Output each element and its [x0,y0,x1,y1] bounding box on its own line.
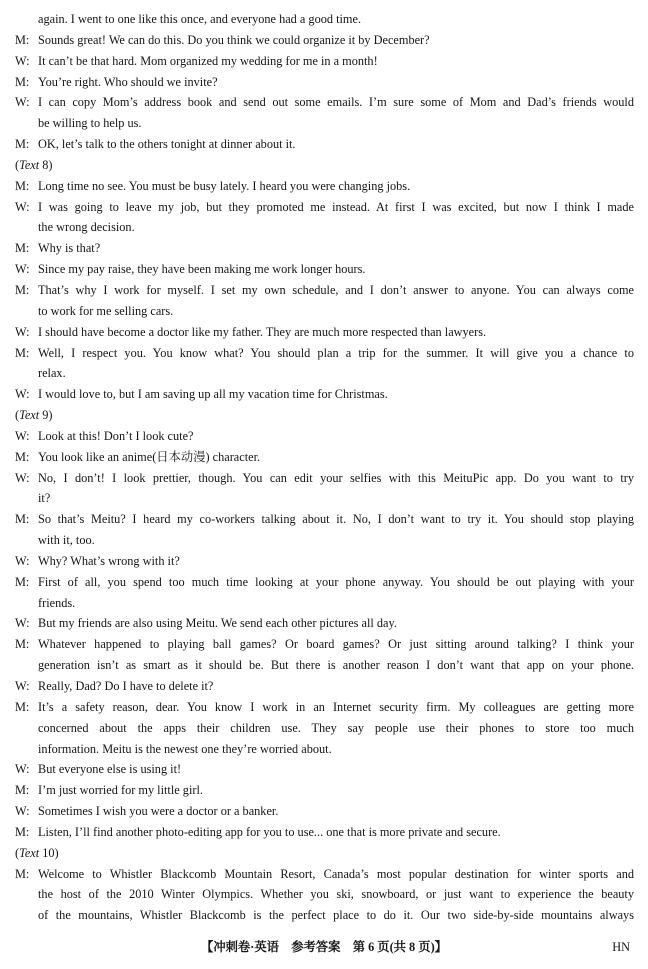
speaker-label: M: [15,866,30,881]
line-text: the wrong decision. [38,220,135,235]
line-text: it? [38,491,51,506]
dialogue-line [0,801,648,822]
dialogue-line [0,343,648,364]
line-text: be willing to help us. [38,116,142,131]
continuation-line [0,905,648,926]
dialogue-line [0,613,648,634]
section-heading [0,405,648,426]
speaker-label: W: [15,262,30,277]
line-text: again. I went to one like this once, and everyone had a good time. [38,12,362,26]
speaker-label: W: [15,95,30,110]
line-text: But my friends are also using Meitu. We send each other pictures all day. [38,616,397,631]
continuation-line [0,655,648,676]
line-text: You’re right. Who should we invite? [38,74,218,89]
line-text: It’s a safety reason, dear. You know I work in an Internet security firm. My colleagues are getting more [38,699,634,714]
dialogue-line [0,176,648,197]
dialogue-line [0,384,648,405]
speaker-label: M: [15,178,30,193]
line-text: information. Meitu is the newest one they’re worried about. [38,741,332,756]
line-text: Whatever happened to playing ball games? Or board games? Or just sitting around talking? I think your [38,637,634,652]
dialogue-line [0,864,648,885]
speaker-label: M: [15,32,30,47]
line-text: Welcome to Whistler Blackcomb Mountain Resort, Canada’s most popular destination for winter sports and [38,866,634,881]
dialogue-line [0,238,648,259]
dialogue-line [0,780,648,801]
speaker-label: M: [15,783,30,798]
dialogue-line [0,822,648,843]
section-heading [0,843,648,864]
dialogue-line [0,634,648,655]
continuation-line [0,593,648,614]
speaker-label: W: [15,199,30,214]
dialogue-line [0,468,648,489]
continuation-line [0,718,648,739]
speaker-label: W: [15,616,30,631]
speaker-label: M: [15,824,30,839]
dialogue-line [0,259,648,280]
page-footer [0,937,648,957]
speaker-label: W: [15,387,30,402]
line-text: But everyone else is using it! [38,762,182,777]
section-title: (Text 9) [15,408,53,423]
speaker-label: W: [15,428,30,443]
speaker-label: W: [15,324,30,339]
speaker-label: M: [15,449,30,464]
dialogue-line [0,676,648,697]
dialogue-line [0,30,648,51]
speaker-label: W: [15,553,30,568]
line-text: Really, Dad? Do I have to delete it? [38,679,214,693]
continuation-line [0,217,648,238]
continuation-line [0,9,648,30]
continuation-line [0,739,648,760]
continuation-line [0,530,648,551]
speaker-label: M: [15,512,30,527]
speaker-label: M: [15,637,30,652]
speaker-label: M: [15,345,30,360]
line-text: Listen, I’ll find another photo-editing app for you to use... one that is more private and secure. [38,824,501,839]
continuation-line [0,884,648,905]
line-text: That’s why I work for myself. I set my own schedule, and I don’t answer to anyone. You can always come [38,282,634,297]
speaker-label: W: [15,679,30,693]
section-heading [0,155,648,176]
dialogue-line [0,572,648,593]
dialogue-line [0,134,648,155]
dialogue-line [0,92,648,113]
speaker-label: M: [15,74,30,89]
line-text: relax. [38,366,66,381]
line-text: Sounds great! We can do this. Do you think we could organize it by December? [38,32,430,47]
line-text: Why? What’s wrong with it? [38,553,180,568]
speaker-label: M: [15,282,30,297]
line-text: Since my pay raise, they have been making me work longer hours. [38,262,366,277]
dialogue-line [0,72,648,93]
line-text: I would love to, but I am saving up all my vacation time for Christmas. [38,387,388,402]
line-text: No, I don’t! I look prettier, though. You can edit your selfies with this MeituPic app. Do you want to try [38,470,634,485]
continuation-line [0,301,648,322]
line-text: OK, let’s talk to the others tonight at dinner about it. [38,137,296,152]
line-text: Long time no see. You must be busy lately. I heard you were changing jobs. [38,178,411,193]
section-title: (Text 10) [15,845,59,860]
line-text: First of all, you spend too much time looking at your phone anyway. You should be out playing with your [38,574,634,589]
line-text: Well, I respect you. You know what? You should plan a trip for the summer. It will give you a chance to [38,345,634,360]
line-text: to work for me selling cars. [38,303,174,318]
line-text: So that’s Meitu? I heard my co-workers talking about it. No, I don’t want to try it. You should stop playing [38,512,634,527]
line-text: Look at this! Don’t I look cute? [38,428,194,443]
dialogue-line [0,322,648,343]
speaker-label: W: [15,470,30,485]
footer-page-info: 【冲刺卷·英语 参考答案 第 6 页(共 8 页)】 [201,940,447,954]
speaker-label: M: [15,241,30,256]
line-text: It can’t be that hard. Mom organized my wedding for me in a month! [38,53,378,68]
speaker-label: W: [15,53,30,68]
dialogue-line [0,280,648,301]
line-text: friends. [38,595,76,610]
line-text: You look like an anime(日本动漫) character. [38,449,261,464]
dialogue-line [0,51,648,72]
line-text: Why is that? [38,241,101,256]
speaker-label: W: [15,804,30,819]
continuation-line [0,113,648,134]
dialogue-transcript [0,9,648,926]
speaker-label: W: [15,762,30,777]
dialogue-line [0,759,648,780]
line-text: concerned about the apps their children use. They say people use their phones to store too much [38,720,634,735]
line-text: of the mountains, Whistler Blackcomb is the perfect place to do it. Our two side-by-side mountains always [38,908,634,923]
line-text: I can copy Mom’s address book and send out some emails. I’m sure some of Mom and Dad’s friends would [38,95,634,110]
continuation-line [0,363,648,384]
dialogue-line [0,551,648,572]
dialogue-line [0,697,648,718]
dialogue-line [0,426,648,447]
section-title: (Text 8) [15,157,53,172]
speaker-label: M: [15,699,30,714]
continuation-line [0,488,648,509]
line-text: I’m just worried for my little girl. [38,783,203,798]
speaker-label: M: [15,574,30,589]
dialogue-line [0,197,648,218]
dialogue-line [0,447,648,468]
line-text: generation isn’t as smart as it should be. But there is another reason I don’t want that app on your phone. [38,658,634,673]
footer-region-code: HN [612,940,630,954]
line-text: with it, too. [38,533,95,548]
line-text: I should have become a doctor like my father. They are much more respected than lawyers. [38,324,487,339]
dialogue-line [0,509,648,530]
line-text: Sometimes I wish you were a doctor or a banker. [38,804,279,819]
line-text: the host of the 2010 Winter Olympics. Whether you ski, snowboard, or just want to experience the beauty [38,887,634,902]
speaker-label: M: [15,137,30,152]
line-text: I was going to leave my job, but they promoted me instead. At first I was excited, but now I think I made [38,199,634,214]
